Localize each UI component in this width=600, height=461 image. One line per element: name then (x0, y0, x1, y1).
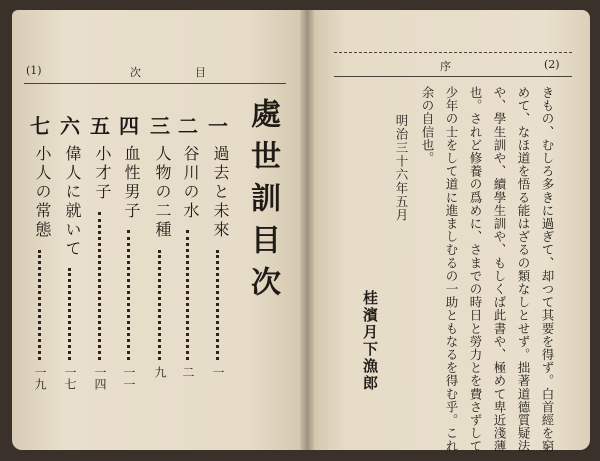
toc-entry-5-number: 五 (90, 114, 110, 138)
book-gutter (300, 10, 314, 450)
toc-entry-6-number: 六 (60, 114, 80, 138)
preface-line-2: めて、なほ道を悟る能はざるの類なしとせず。拙著道德質疑法 (516, 86, 531, 453)
right-header-page-number: (2) (544, 58, 560, 71)
toc-entry-2-page: 二 (181, 366, 195, 378)
preface-line-5: 少年の士をして道に進ましむるの一助ともなるを得む乎。これ (444, 86, 459, 453)
toc-entry-7-leader (38, 250, 41, 360)
preface-line-3: や、學生訓や、續學生訓や、もしくば此書や、極めて卑近淺薄 (492, 86, 507, 453)
preface-date: 明治三十六年五月 (394, 114, 409, 222)
toc-entry-1-title: 過去と未來 (211, 145, 230, 240)
toc-entry-6-title: 偉人に就いて (63, 145, 82, 259)
toc-entry-1-number: 一 (208, 114, 228, 138)
toc-entry-2-title: 谷川の水 (181, 145, 200, 221)
right-header-label: 序 (440, 60, 451, 73)
toc-entry-1-page: 一 (211, 366, 225, 378)
toc-entry-1-leader (216, 250, 219, 360)
toc-entry-3-page: 九 (153, 366, 167, 378)
left-header-page-number: (1) (26, 64, 42, 77)
toc-entry-3-title: 人物の二種 (153, 145, 172, 240)
preface-line-6: 余の自信也。 (420, 86, 435, 165)
toc-title: 處世訓目次 (245, 98, 280, 308)
toc-entry-3-number: 三 (150, 114, 170, 138)
toc-entry-7-title: 小人の常態 (33, 145, 52, 240)
toc-entry-3-leader (158, 250, 161, 360)
toc-entry-4-number: 四 (119, 114, 139, 138)
toc-entry-5-page: 一四 (93, 366, 107, 390)
toc-entry-7-page: 一九 (33, 366, 47, 390)
right-top-rule (334, 52, 572, 53)
toc-entry-5-leader (98, 212, 101, 360)
toc-entry-4-title: 血性男子 (122, 145, 141, 221)
left-header-label: 次 目 (130, 66, 208, 79)
toc-entry-5-title: 小才子 (93, 145, 112, 202)
toc-entry-6-leader (68, 268, 71, 360)
toc-entry-7-number: 七 (30, 114, 50, 138)
preface-author: 桂濱月下漁郎 (361, 290, 379, 392)
toc-entry-2-leader (186, 230, 189, 360)
preface-line-4: 也。されど修養の爲めに、さまでの時日と勞力とを費さずして (468, 86, 483, 453)
toc-entry-2-number: 二 (178, 114, 198, 138)
toc-entry-4-leader (127, 230, 130, 360)
toc-entry-6-page: 一七 (63, 366, 77, 390)
preface-line-1: きもの、むしろ多きに過ぎて、却つて其要を得ず。白首經を窮 (540, 86, 555, 453)
toc-entry-4-page: 一一 (122, 366, 136, 390)
left-header-rule (24, 83, 286, 84)
right-header-rule (334, 76, 572, 77)
